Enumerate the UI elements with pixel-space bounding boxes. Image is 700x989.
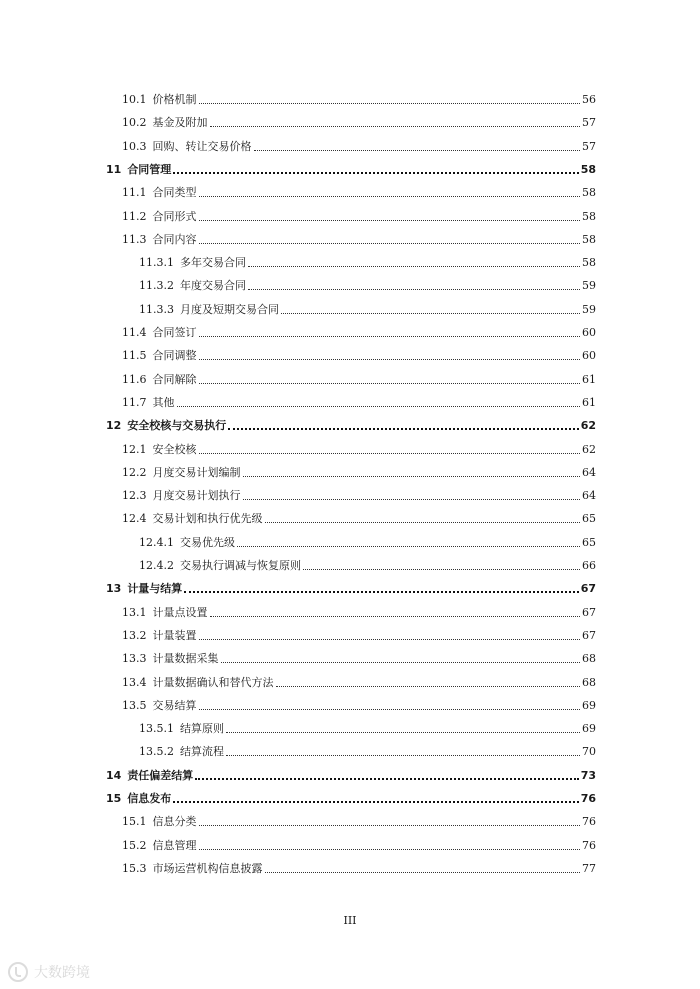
toc-entry[interactable] — [122, 698, 596, 714]
toc-entry-number: 12.4.2 — [139, 559, 174, 572]
toc-entry-title: 责任偏差结算 — [127, 768, 194, 782]
toc-entry-number: 10.1 — [122, 93, 147, 106]
toc-entry-page: 66 — [582, 559, 596, 572]
toc-entry-number: 11.3.2 — [139, 279, 174, 293]
toc-entry[interactable] — [106, 581, 596, 597]
toc-entry-page: 58 — [582, 209, 596, 223]
watermark-text: 大数跨境 — [34, 965, 90, 981]
toc-entry[interactable] — [122, 814, 596, 830]
toc-entry[interactable] — [122, 395, 596, 411]
toc-entry[interactable] — [106, 768, 596, 784]
toc-entry-page: 67 — [582, 628, 596, 642]
toc-entry[interactable] — [122, 115, 596, 131]
toc-leader-dots — [199, 382, 581, 384]
toc-entry[interactable] — [122, 488, 596, 504]
toc-entry-page: 68 — [582, 652, 596, 666]
toc-entry-number: 15.1 — [122, 815, 147, 829]
toc-entry[interactable] — [122, 92, 596, 108]
toc-entry-page: 67 — [582, 605, 596, 619]
toc-entry-title: 安全校核 — [152, 442, 197, 456]
toc-entry-page: 58 — [582, 232, 596, 246]
toc-leader-dots — [199, 452, 581, 454]
toc-entry-number: 12 — [106, 419, 122, 433]
toc-entry-page: 58 — [582, 256, 596, 270]
toc-entry-number: 13.1 — [122, 605, 147, 619]
toc-leader-dots — [199, 242, 581, 244]
toc-entry[interactable] — [122, 465, 596, 481]
toc-entry-page: 67 — [580, 582, 596, 596]
toc-leader-dots — [276, 685, 581, 687]
page-number: III — [343, 914, 357, 927]
toc-entry-title: 结算原则 — [180, 722, 224, 736]
watermark — [8, 962, 90, 982]
toc-entry[interactable] — [122, 139, 596, 155]
toc-leader-dots — [265, 521, 581, 523]
toc-entry-page: 76 — [582, 838, 596, 852]
toc-leader-dots — [226, 731, 580, 733]
toc-entry-page: 64 — [582, 465, 596, 479]
toc-entry-title: 结算流程 — [180, 745, 224, 759]
toc-entry[interactable] — [139, 278, 596, 294]
toc-entry-number: 15 — [106, 792, 122, 805]
toc-entry[interactable] — [139, 558, 596, 574]
toc-leader-dots — [237, 545, 580, 547]
toc-entry[interactable] — [122, 861, 596, 877]
toc-entry[interactable] — [106, 418, 596, 434]
toc-entry-number: 12.3 — [122, 489, 147, 503]
toc-entry-title: 市场运营机构信息披露 — [152, 861, 263, 875]
toc-entry-page: 65 — [582, 535, 596, 549]
toc-entry-title: 其他 — [152, 395, 175, 409]
toc-entry-page: 70 — [582, 745, 596, 759]
toc-entry-number: 13.4 — [122, 675, 147, 689]
toc-entry-number: 15.2 — [122, 838, 147, 852]
toc-entry-number: 11.3.1 — [139, 256, 174, 270]
toc-entry-title: 合同形式 — [152, 209, 197, 223]
toc-entry-page: 73 — [580, 768, 596, 782]
toc-entry-number: 10.2 — [122, 116, 147, 130]
toc-entry-number: 11.3 — [122, 232, 147, 246]
toc-entry-title: 合同类型 — [152, 186, 197, 200]
toc-entry-page: 62 — [582, 442, 596, 456]
toc-entry-page: 76 — [582, 815, 596, 829]
toc-entry-number: 13.5.1 — [139, 722, 174, 736]
toc-entry-title: 交易计划和执行优先级 — [152, 512, 263, 526]
toc-entry-page: 60 — [582, 349, 596, 363]
toc-entry-page: 61 — [582, 372, 596, 386]
toc-entry-page: 69 — [582, 722, 596, 736]
toc-entry[interactable] — [122, 605, 596, 621]
toc-entry-number: 11.2 — [122, 209, 147, 223]
toc-entry-title: 计量数据采集 — [152, 652, 219, 666]
toc-entry-title: 安全校核与交易执行 — [127, 419, 227, 433]
toc-leader-dots — [195, 777, 578, 780]
toc-entry-title: 交易执行调减与恢复原则 — [180, 559, 301, 572]
toc-entry-title: 信息分类 — [152, 815, 197, 829]
toc-leader-dots — [243, 475, 581, 477]
toc-entry-title: 合同签订 — [152, 326, 197, 339]
toc-entry-page: 57 — [582, 139, 596, 153]
toc-entry-number: 13 — [106, 582, 122, 596]
toc-entry-number: 15.3 — [122, 861, 147, 875]
toc-entry[interactable] — [122, 511, 596, 527]
toc-entry-title: 合同调整 — [152, 349, 197, 363]
toc-entry-page: 58 — [582, 186, 596, 200]
toc-entry-number: 13.3 — [122, 652, 147, 666]
toc-entry-page: 57 — [582, 116, 596, 130]
toc-entry[interactable] — [122, 209, 596, 225]
toc-entry-title: 价格机制 — [152, 93, 197, 106]
toc-entry-page: 65 — [582, 512, 596, 526]
toc-entry[interactable] — [122, 185, 596, 201]
toc-entry-title: 年度交易合同 — [180, 279, 246, 293]
toc-entry-title: 信息管理 — [152, 838, 197, 852]
toc-leader-dots — [177, 405, 581, 407]
toc-entry-title: 计量数据确认和替代方法 — [152, 675, 274, 689]
toc-leader-dots — [199, 848, 581, 850]
toc-leader-dots — [199, 824, 581, 826]
toc-entry-title: 回购、转让交易价格 — [152, 139, 252, 153]
toc-leader-dots — [221, 661, 581, 663]
toc-entry[interactable] — [122, 325, 596, 341]
toc-entry[interactable] — [139, 535, 596, 551]
toc-entry-title: 交易结算 — [152, 698, 197, 712]
toc-entry-number: 11.1 — [122, 186, 147, 200]
toc-entry-page: 69 — [582, 698, 596, 712]
toc-entry-title: 交易优先级 — [180, 535, 235, 549]
toc-entry-number: 11 — [106, 162, 122, 176]
toc-leader-dots — [173, 800, 578, 803]
toc-entry[interactable] — [122, 372, 596, 388]
toc-leader-dots — [243, 498, 581, 500]
toc-entry[interactable] — [122, 348, 596, 364]
toc-leader-dots — [265, 871, 581, 873]
toc-leader-dots — [199, 638, 581, 640]
toc-entry-page: 76 — [580, 792, 596, 805]
toc-entry[interactable] — [106, 791, 596, 807]
toc-entry[interactable] — [122, 651, 596, 667]
toc-leader-dots — [199, 708, 581, 710]
watermark-logo-icon — [8, 962, 28, 982]
toc-leader-dots — [226, 754, 580, 756]
toc-leader-dots — [248, 265, 580, 267]
toc-entry-title: 信息发布 — [127, 792, 172, 805]
toc-leader-dots — [228, 427, 578, 430]
toc-entry-page: 61 — [582, 395, 596, 409]
toc-entry-number: 12.4 — [122, 512, 147, 526]
toc-leader-dots — [199, 358, 581, 360]
toc-entry-title: 月度交易计划执行 — [152, 489, 241, 503]
toc-leader-dots — [210, 615, 581, 617]
toc-entry-title: 多年交易合同 — [180, 256, 246, 270]
toc-leader-dots — [184, 590, 578, 593]
toc-entry-number: 14 — [106, 768, 122, 782]
toc-leader-dots — [248, 288, 580, 290]
toc-entry-page: 56 — [582, 93, 596, 106]
toc-entry-number: 13.2 — [122, 628, 147, 642]
toc-entry-number: 10.3 — [122, 139, 147, 153]
toc-leader-dots — [173, 171, 578, 174]
toc-entry-number: 11.7 — [122, 395, 147, 409]
toc-entry-page: 64 — [582, 489, 596, 503]
toc-entry-title: 月度交易计划编制 — [152, 465, 241, 479]
toc-leader-dots — [199, 219, 581, 221]
toc-entry[interactable] — [122, 838, 596, 854]
toc-entry[interactable] — [139, 302, 596, 318]
toc-entry[interactable] — [139, 744, 596, 760]
toc-entry-title: 合同解除 — [152, 372, 197, 386]
toc-entry[interactable] — [122, 232, 596, 248]
toc-leader-dots — [199, 195, 581, 197]
toc-entry-page: 59 — [582, 302, 596, 316]
toc-leader-dots — [199, 335, 581, 337]
toc-entry-number: 12.1 — [122, 442, 147, 456]
toc-leader-dots — [303, 568, 580, 570]
toc-entry[interactable] — [122, 442, 596, 458]
toc-entry-title: 基金及附加 — [152, 116, 208, 130]
toc-leader-dots — [281, 312, 580, 314]
toc-entry-number: 11.4 — [122, 326, 147, 339]
toc-entry-page: 59 — [582, 279, 596, 293]
toc-entry[interactable] — [139, 721, 596, 737]
toc-leader-dots — [254, 149, 581, 151]
toc-leader-dots — [199, 102, 581, 104]
toc-entry-page: 62 — [580, 419, 596, 433]
toc-entry-title: 合同内容 — [152, 232, 197, 246]
toc-entry-number: 13.5 — [122, 698, 147, 712]
toc-entry-number: 11.5 — [122, 349, 147, 363]
toc-entry-page: 68 — [582, 675, 596, 689]
toc-entry[interactable] — [122, 628, 596, 644]
toc-entry-page: 60 — [582, 326, 596, 339]
toc-entry-number: 13.5.2 — [139, 745, 174, 759]
toc-entry-page: 77 — [582, 861, 596, 875]
toc-entry-title: 计量点设置 — [152, 605, 208, 619]
toc-entry-number: 11.3.3 — [139, 302, 174, 316]
toc-entry[interactable] — [106, 162, 596, 178]
toc-entry-number: 12.2 — [122, 465, 147, 479]
toc-entry-number: 11.6 — [122, 372, 147, 386]
toc-entry-title: 月度及短期交易合同 — [180, 302, 279, 316]
toc-entry-title: 合同管理 — [127, 162, 172, 176]
toc-entry-page: 58 — [580, 162, 596, 176]
toc-entry-title: 计量与结算 — [127, 582, 183, 596]
toc-entry-title: 计量装置 — [152, 628, 197, 642]
toc-entry-number: 12.4.1 — [139, 535, 174, 549]
toc-leader-dots — [210, 125, 581, 127]
toc-entry[interactable] — [139, 255, 596, 271]
toc-entry[interactable] — [122, 675, 596, 691]
